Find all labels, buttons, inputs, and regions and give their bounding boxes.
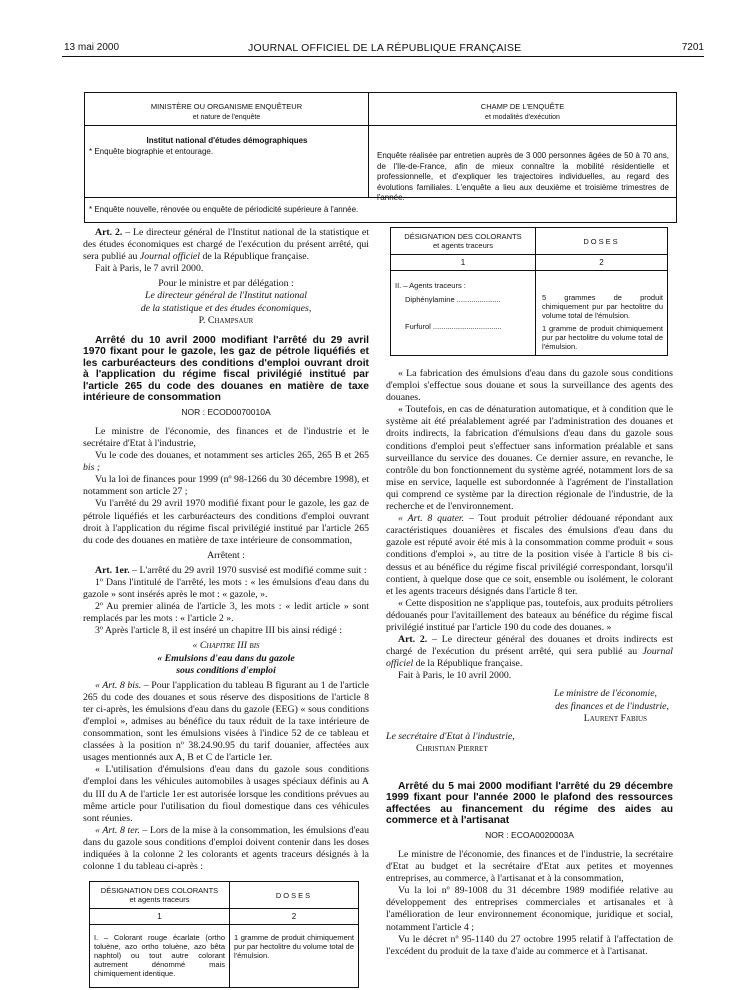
dose-table-2-diphenyl-row: Diphénylamine ..................... xyxy=(405,295,501,304)
art1-paragraph xyxy=(83,565,369,577)
dose-table-1-row-dose: 1 gramme de produit chimiquement pur par hectolitre du volume total de l'émulsion. xyxy=(230,925,359,988)
signature-minister-l2: des finances et de l'industrie, xyxy=(555,700,669,712)
dose-table-1-num-1: 1 xyxy=(90,909,230,925)
survey-col1-header-title: MINISTÈRE OU ORGANISME ENQUÊTEUR xyxy=(150,102,303,111)
art1-label: Art. 1er. xyxy=(95,564,130,576)
survey-footnote-row xyxy=(85,197,676,223)
dose-table-2-designations xyxy=(391,271,536,356)
art1-text: – L'arrêté du 29 avril 1970 susvisé est modifié comme suit : xyxy=(129,564,367,576)
dose-table-1-header-designation xyxy=(90,882,230,909)
art2-douanes-paragraph xyxy=(386,634,673,670)
dose-table-2-furfurol: Furfurol xyxy=(405,322,431,331)
art8ter-paragraph xyxy=(83,825,369,873)
fait-paris-2: Fait à Paris, le 10 avril 2000. xyxy=(398,670,512,682)
decree-nor: NOR : ECOD0070010A xyxy=(181,406,271,417)
decree2-nor: NOR : ECOA0020003A xyxy=(485,829,574,840)
dose-table-1-header-l2: et agents traceurs xyxy=(129,895,190,905)
header-date: 13 mai 2000 xyxy=(64,42,120,53)
dose-table-2 xyxy=(390,227,668,356)
art8bis-paragraph xyxy=(83,680,369,765)
signature-block-1 xyxy=(83,278,369,326)
disposition-paragraph: « Cette disposition ne s'applique pas, toutefois, aux produits pétroliers dédouanés pour l'avitaillement des bateaux au bénéfice du régime fiscal privilégié institué par l'article 190 du code des douanes. » xyxy=(386,597,673,633)
dose-table-1-header-doses: DOSES xyxy=(230,882,359,909)
item-2: 2º Au premier alinéa de l'article 3, les mots : « ledit article » sont remplacés par les mots : « l'article 2 ». xyxy=(83,601,369,625)
decree2-visa-2: Vu la loi nº 89-1008 du 31 décembre 1989 modifiée relative au développement des entreprises commerciales et artisanales et à l'amélioration de leur environnement économique, juridique et social, notamment l'article 4 ; xyxy=(386,885,673,933)
art2-label: Art. 2. xyxy=(95,227,123,238)
utilisation-paragraph: « L'utilisation d'émulsions d'eau dans du gazole sous conditions d'emploi dans les véhicules automobiles à usages spéciaux définis au A du III du A de l'article 1er est autorisée lorsque les conditions prévues au même article pour l'utilisation du fioul domestique dans ces véhicules sont réunies. xyxy=(83,764,369,824)
art8quater-paragraph xyxy=(386,513,673,598)
dose-table-2-furfurol-row: Furfurol ................................. xyxy=(405,322,502,331)
right-column xyxy=(386,227,673,958)
dose-table-2-header-l2: et agents traceurs xyxy=(432,241,494,250)
art8bis-label: « Art. 8 bis. xyxy=(95,679,142,691)
visa-2-text: Vu le code des douanes, et notamment ses articles 265, 265 B et 265 xyxy=(95,450,369,462)
arretent: Arrêtent : xyxy=(207,549,245,561)
dose-table-1-row-designation: I. – Colorant rouge écarlate (ortho toluène, azo ortho toluène, azo bêta naphtol) ou tout autre colorant autrement dénommé mais chimiquement identique. xyxy=(90,925,230,988)
visa-1: Le ministre de l'économie, des finances et de l'industrie et le secrétaire d'Etat à l'industrie, xyxy=(83,425,369,449)
dose-table-2-doses xyxy=(536,271,668,356)
survey-col2-header-subtitle: et modalités d'exécution xyxy=(485,113,560,121)
dose-table-2-header-designation xyxy=(391,228,536,255)
dose-table-2-furfurol-dose: 1 gramme de produit chimiquement pur par hectolitre du volume total de l'émulsion. xyxy=(542,324,663,351)
art8ter-text: – Lors de la mise à la consommation, les émulsions d'eau dans du gazole sous conditions d'emploi doivent contenir dans les doses indiquées à la colonne 2 les colorants et agents traceurs désignés à la colonne 1 du tableau ci-après : xyxy=(83,824,369,873)
dose-table-1-header-l1: DÉSIGNATION DES COLORANTS xyxy=(100,886,219,896)
decree2-visa-3: Vu le décret nº 95-1140 du 27 octobre 1995 relatif à l'affectation de l'excédent du produit de la taxe d'aide au commerce et à l'artisanat. xyxy=(386,933,673,957)
signature-pour: Pour le ministre et par délégation : xyxy=(158,278,294,290)
signature-minister xyxy=(386,688,673,724)
signature-title-2: de la statistique et des études économiques, xyxy=(140,302,312,314)
art8ter-label: « Art. 8 ter. xyxy=(95,824,140,836)
survey-col1-header-subtitle: et nature de l'enquête xyxy=(192,113,261,121)
item-1: 1º Dans l'intitulé de l'arrêté, les mots : « les émulsions d'eau dans du gazole » sont insérés après le mot : « gazole, ». xyxy=(83,576,369,601)
art2-douanes-text: – Le directeur général des douanes et droits indirects est chargé de l'exécution du présent arrêté, qui sera publié au xyxy=(386,634,674,658)
visa-3: Vu la loi de finances pour 1999 (nº 98-1266 du 30 décembre 1998), et notamment son article 27 ; xyxy=(83,474,369,498)
chapter-title-1: « Emulsions d'eau dans du gazole xyxy=(157,652,295,664)
survey-col1-body xyxy=(89,136,365,157)
chapter-heading: « Chapitre III bis xyxy=(192,640,260,652)
chapter-title-2: sous conditions d'emploi xyxy=(176,664,276,676)
survey-col2-header xyxy=(369,102,676,123)
fait-paris-1: Fait à Paris, le 7 avril 2000. xyxy=(95,263,204,275)
item-3: 3º Après l'article 8, il est inséré un chapitre III bis ainsi rédigé : xyxy=(95,625,342,637)
dose-table-1 xyxy=(89,881,359,988)
visa-4: Vu l'arrêté du 29 avril 1970 modifié fixant pour le gazole, les gaz de pétrole liquéfiés et les carburéacteurs des conditions d'emploi ouvrant droit à l'application du régime fiscal privilégié institué par l'article 265 du code des douanes en matière de taxe intérieure de consommation, xyxy=(83,498,369,546)
dose-table-2-header-l1: DÉSIGNATION DES COLORANTS xyxy=(404,232,522,241)
toutefois-paragraph: « Toutefois, en cas de dénaturation automatique, et à condition que le système ait été préalablement agréé par l'administration des douanes et droits indirects, la fabrication d'émulsions d'eau dans du gazole sous conditions d'emploi peut s'effectuer sans information préalable et sans surveillance du service des douanes. Ce dernier assure, en revanche, le contrôle du bon fonctionnement du système agréé, notamment lors de sa mise en service, laquelle est subordonnée à l'agrément de l'installation qui comprend ce système par la direction régionale de l'industrie, de la recherche et de l'environnement. xyxy=(386,404,673,513)
page-number: 7201 xyxy=(681,42,704,53)
dose-table-2-diphenyl-dose: 5 grammes de produit chimiquement pur par hectolitre du volume total de l'émulsion. xyxy=(542,293,663,320)
survey-table xyxy=(84,92,677,223)
art2-jo: Journal officiel xyxy=(139,251,200,263)
art8quater-label: « Art. 8 quater. xyxy=(398,513,465,525)
dose-table-2-num-1: 1 xyxy=(391,255,536,271)
art2-douanes-label: Art. 2. xyxy=(398,634,428,646)
signature-secretary-title: Le secrétaire d'Etat à l'industrie, xyxy=(386,730,515,742)
journal-title: JOURNAL OFFICIEL DE LA RÉPUBLIQUE FRANÇAISE xyxy=(248,42,522,54)
survey-col2-header-title: CHAMP DE L'ENQUÊTE xyxy=(480,102,565,111)
decree-title: Arrêté du 10 avril 2000 modifiant l'arrêté du 29 avril 1970 fixant pour le gazole, les gaz de pétrole liquéfiés et les carburéacteurs des conditions d'emploi ouvrant droit à l'application du régime fiscal privilégié institué par l'article 265 du code des douanes en matière de taxe intérieure de consommation xyxy=(83,334,369,404)
art2-end: de la République française. xyxy=(200,251,310,263)
decree2-title: Arrêté du 5 mai 2000 modifiant l'arrêté du 29 décembre 1999 fixant pour l'année 2000 le plafond des ressources affectées au financement du régime des aides au commerce et à l'artisanat xyxy=(386,780,673,827)
survey-institution: Institut national d'études démographiques xyxy=(146,136,308,145)
signature-title-1: Le directeur général de l'Institut national xyxy=(145,290,307,302)
left-column xyxy=(83,227,369,988)
dose-table-2-header-doses: DOSES xyxy=(536,228,668,255)
decree2-visa-1: Le ministre de l'économie, des finances et de l'industrie, la secrétaire d'Etat au budget et la secrétaire d'Etat aux petites et moyennes entreprises, au commerce, à l'artisanat et à la consommation, xyxy=(386,849,673,885)
art2-paragraph xyxy=(83,227,369,263)
signature-minister-name: Laurent Fabius xyxy=(583,712,647,724)
art8quater-text: – Tout produit pétrolier dédouané répondant aux caractéristiques douanières et fiscales des émulsions d'eau dans du gazole est réputé avoir été mis à la consommation comme produit « sous conditions d'emploi », au titre de la position visée à l'article 8 bis ci-dessus et au bénéfice du régime fiscal privilégié correspondant, lorsqu'il contient, à quelque dose que ce soit, ensemble ou isolément, le colorant et les agents traceurs désignés dans l'article 8 ter. xyxy=(386,513,673,597)
signature-name: P. Champsaur xyxy=(198,314,254,326)
dose-table-2-diphenyl: Diphénylamine xyxy=(405,295,455,304)
survey-footnote: * Enquête nouvelle, rénovée ou enquête de périodicité supérieure à l'année. xyxy=(89,205,359,214)
art8bis-text: – Pour l'application du tableau B figurant au 1 de l'article 265 du code des douanes et sous réserve des dispositions de l'article 8 ter ci-après, les émulsions d'eau dans du gazole (EEG) « sous conditions d'emploi », admises au bénéfice du taux réduit de la taxe intérieure de consommation, sont les émulsions visées à l'indice 52 de ce tableau et classées à la position nº 38.24.90.95 du tarif douanier, affectées aux usages mentionnés aux A, B et C de l'article 1er. xyxy=(83,679,369,764)
dose-table-2-agents: II. – Agents traceurs : xyxy=(395,281,466,290)
survey-enquete: * Enquête biographie et entourage. xyxy=(89,146,214,156)
art2-douanes-jo: Journal officiel xyxy=(386,646,673,670)
visa-2 xyxy=(83,450,369,474)
art2-text: – Le directeur général de l'Institut national de la statistique et des études économiques est chargé de l'exécution du présent arrêté, qui sera publié au xyxy=(83,227,369,263)
dose-table-1-num-2: 2 xyxy=(230,909,359,925)
signature-secretary xyxy=(386,731,673,755)
signature-secretary-name: Christian Pierret xyxy=(416,742,488,754)
art2-douanes-end: de la République française. xyxy=(413,658,523,670)
dose-table-2-num-2: 2 xyxy=(536,255,668,271)
header-rule xyxy=(62,56,704,57)
fabrication-paragraph: « La fabrication des émulsions d'eau dans du gazole sous conditions d'emploi s'effectue sous douane et sous la surveillance des agents des douanes. xyxy=(386,368,673,404)
survey-description: Enquête réalisée par entretien auprès de 3 000 personnes âgées de 50 à 70 ans, de l'Ile-de-France, afin de mieux connaître la mobilité résidentielle et professionnelle, et d'expliquer les trajectoires individuelles, au regard des évolutions familiales. L'enquête a lieu aux deuxième et troisième trimestres de l'année. xyxy=(377,151,669,202)
signature-minister-l1: Le ministre de l'économie, xyxy=(554,688,657,700)
visa-2-bis: bis ; xyxy=(83,462,101,474)
